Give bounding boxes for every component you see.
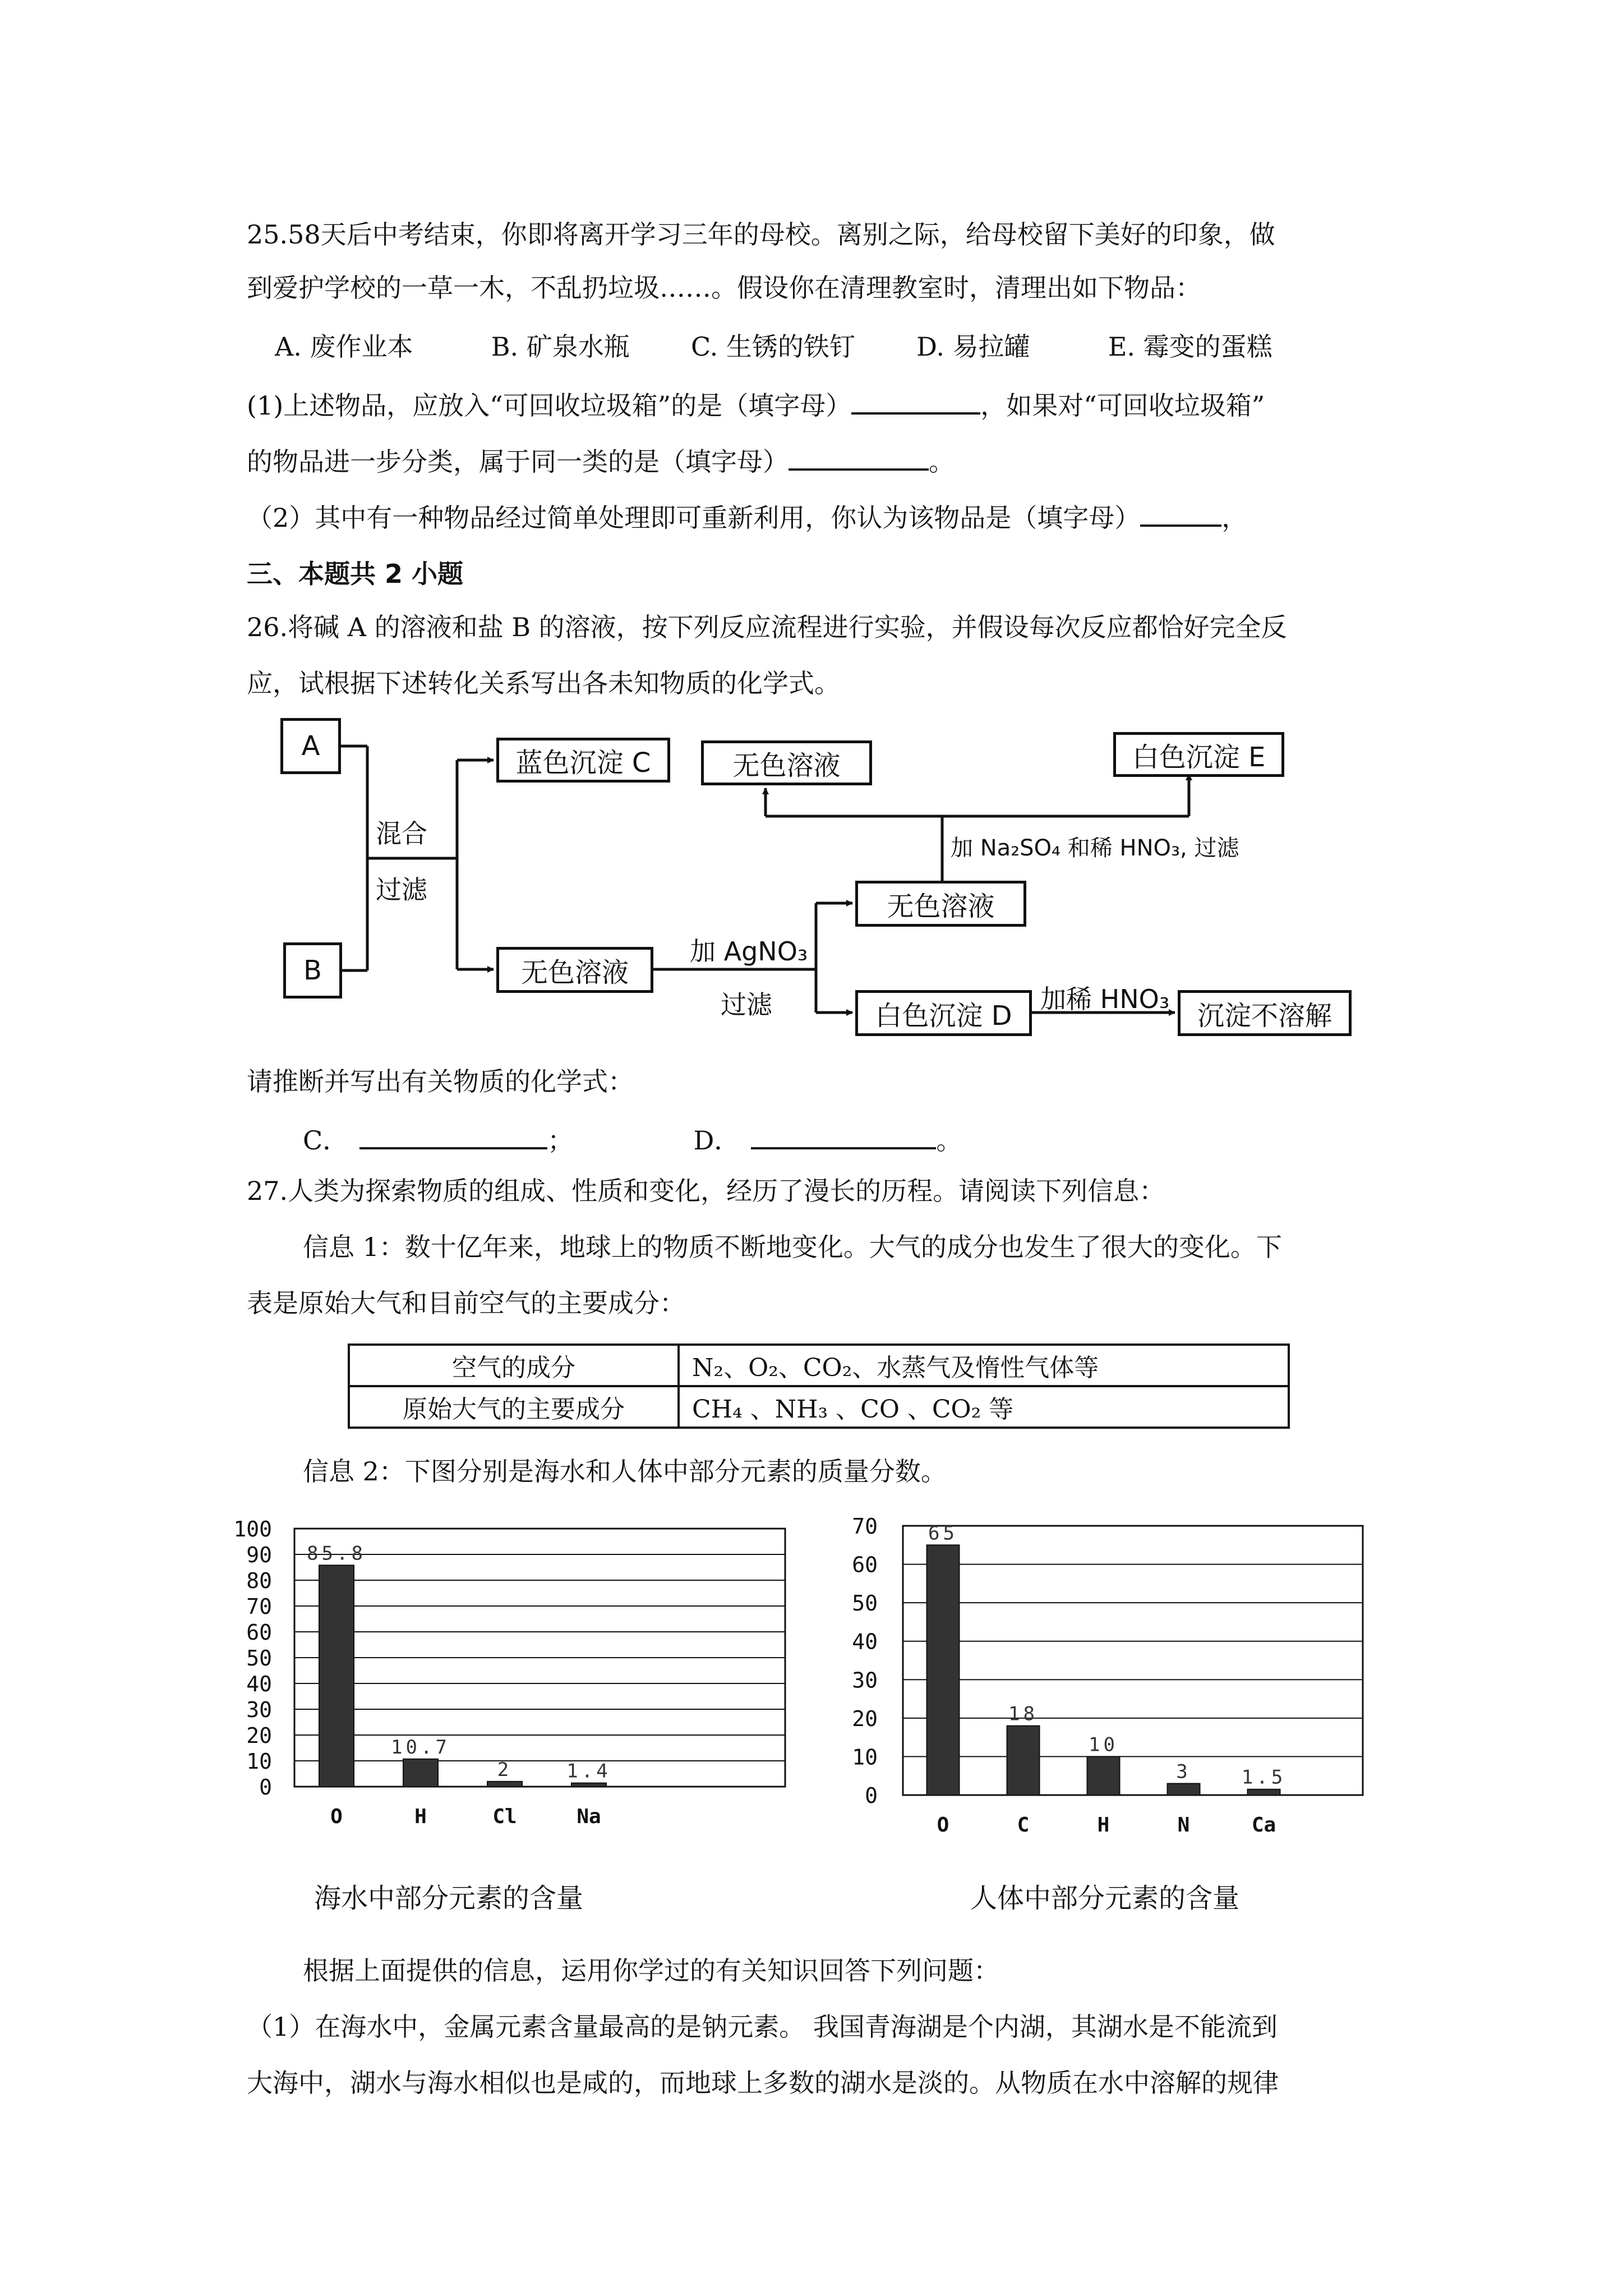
label-add-na2so4: 加 Na₂SO₄ 和稀 HNO₃, 过滤 <box>951 835 1239 861</box>
x-tick-label: O <box>330 1805 343 1828</box>
option-e: E. 霉变的蛋糕 <box>1108 332 1272 362</box>
option-c: C. 生锈的铁钉 <box>691 332 855 362</box>
q27-info1-a: 信息 1：数十亿年来，地球上的物质不断地变化。大气的成分也发生了很大的变化。下 <box>303 1232 1282 1262</box>
table-cell-value: N₂、O₂、CO₂、水蒸气及惰性气体等 <box>679 1345 1289 1386</box>
data-label: 2 <box>497 1758 513 1781</box>
q27-info1-b: 表是原始大气和目前空气的主要成分： <box>247 1288 685 1318</box>
q25-sub2-text: （2）其中有一种物品经过简单处理即可重新利用，你认为该物品是（填字母） <box>247 503 1141 533</box>
bar-h <box>1087 1756 1120 1795</box>
table-row <box>349 1345 1289 1386</box>
q25-line2: 到爱护学校的一草一木，不乱扔垃圾……。假设你在清理教室时，清理出如下物品： <box>247 273 1201 303</box>
bar-o <box>927 1545 960 1795</box>
box-white-precipitate-d: 白色沉淀 D <box>855 990 1032 1036</box>
data-label: 10.7 <box>391 1736 450 1759</box>
q25-sub1-text-b: ，如果对“可回收垃圾箱” <box>980 390 1265 421</box>
box-b: B <box>283 942 342 999</box>
y-tick-label: 40 <box>246 1672 272 1696</box>
q25-sub1-text: (1)上述物品，应放入“可回收垃圾箱”的是（填字母） <box>247 390 852 421</box>
box-blue-precipitate-c: 蓝色沉淀 C <box>496 738 670 783</box>
answer-d-label: D． <box>693 1125 740 1156</box>
bar-o <box>319 1565 354 1787</box>
data-label: 1.5 <box>1241 1766 1287 1789</box>
sea-chart-caption: 海水中部分元素的含量 <box>314 1883 584 1914</box>
bar-c <box>1007 1726 1040 1795</box>
y-tick-label: 40 <box>852 1629 878 1654</box>
box-white-precipitate-e: 白色沉淀 E <box>1113 732 1284 777</box>
y-tick-label: 60 <box>246 1620 272 1645</box>
label-mix: 混合 <box>376 818 427 849</box>
table-cell-label: 空气的成分 <box>349 1345 679 1386</box>
section-title: 三、本题共 2 小题 <box>247 559 464 589</box>
q25-sub1-text-d: 。 <box>929 447 955 477</box>
data-label: 85.8 <box>307 1542 366 1565</box>
q27-sub1-line2: 大海中，湖水与海水相似也是咸的，而地球上多数的湖水是淡的。从物质在水中溶解的规律 <box>247 2068 1279 2098</box>
y-tick-label: 80 <box>246 1568 272 1593</box>
body-chart-caption: 人体中部分元素的含量 <box>970 1883 1240 1914</box>
box-insoluble: 沉淀不溶解 <box>1178 990 1352 1036</box>
q26-line2: 应，试根据下述转化关系写出各未知物质的化学式。 <box>247 668 840 698</box>
box-a: A <box>280 718 341 774</box>
y-tick-label: 100 <box>233 1517 272 1542</box>
bar-na <box>571 1783 606 1787</box>
table-row <box>349 1386 1289 1428</box>
x-tick-label: Ca <box>1251 1814 1276 1837</box>
label-filter-1: 过滤 <box>376 875 427 905</box>
answer-d-end: 。 <box>936 1125 962 1156</box>
air-composition-table <box>348 1343 1290 1429</box>
body-element-chart <box>830 1503 1396 1840</box>
q27-answer-intro: 根据上面提供的信息，运用你学过的有关知识回答下列问题： <box>303 1955 999 1986</box>
answer-d-blank[interactable] <box>751 1125 936 1149</box>
y-tick-label: 50 <box>852 1591 878 1616</box>
box-colorless-solution-1: 无色溶液 <box>496 947 653 993</box>
answer-c-blank[interactable] <box>359 1125 547 1149</box>
x-tick-label: H <box>1097 1814 1110 1837</box>
bar-h <box>403 1759 438 1787</box>
q27-sub1-line1: （1）在海水中，金属元素含量最高的是钠元素。 我国青海湖是个内湖，其湖水是不能流到 <box>247 2012 1278 2042</box>
y-tick-label: 70 <box>852 1514 878 1539</box>
q27-info2: 信息 2：下图分别是海水和人体中部分元素的质量分数。 <box>303 1456 947 1487</box>
bar-ca <box>1248 1789 1280 1795</box>
x-tick-label: H <box>414 1805 427 1828</box>
q25-sub1-text-c: 的物品进一步分类，属于同一类的是（填字母） <box>247 447 789 477</box>
q26-line1: 26.将碱 A 的溶液和盐 B 的溶液，按下列反应流程进行实验，并假设每次反应都恰好完全反 <box>247 612 1287 642</box>
y-tick-label: 0 <box>259 1775 272 1800</box>
option-d: D. 易拉罐 <box>916 332 1030 362</box>
label-filter-2: 过滤 <box>721 990 772 1020</box>
label-add-hno3: 加稀 HNO₃ <box>1040 984 1170 1014</box>
y-tick-label: 50 <box>246 1646 272 1671</box>
answer-c-end: ； <box>547 1125 574 1156</box>
y-tick-label: 10 <box>852 1745 878 1770</box>
x-tick-label: O <box>937 1814 949 1837</box>
box-colorless-solution-3: 无色溶液 <box>701 740 872 785</box>
y-tick-label: 10 <box>246 1749 272 1774</box>
q25-sub2-text-b: ， <box>1221 503 1248 533</box>
y-tick-label: 20 <box>246 1723 272 1748</box>
q26-answers <box>303 1125 962 1156</box>
table-cell-value: CH₄ 、NH₃ 、CO 、CO₂ 等 <box>679 1386 1289 1428</box>
table-cell-label: 原始大气的主要成分 <box>349 1386 679 1428</box>
answer-c-label: C． <box>303 1125 349 1156</box>
data-label: 10 <box>1089 1733 1118 1756</box>
data-label: 3 <box>1176 1760 1191 1783</box>
flow-arrows <box>0 0 1623 1066</box>
q27-line1: 27.人类为探索物质的组成、性质和变化，经历了漫长的历程。请阅读下列信息： <box>247 1176 1165 1206</box>
plot-frame <box>903 1526 1363 1795</box>
x-tick-label: C <box>1017 1814 1030 1837</box>
bar-n <box>1168 1783 1200 1795</box>
q25-line1: 25.58天后中考结束，你即将离开学习三年的母校。离别之际，给母校留下美好的印象，做 <box>247 219 1275 250</box>
q26-infer: 请推断并写出有关物质的化学式： <box>247 1066 634 1097</box>
y-tick-label: 20 <box>852 1706 878 1731</box>
x-tick-label: Cl <box>492 1805 517 1828</box>
y-tick-label: 90 <box>246 1543 272 1567</box>
box-colorless-solution-2: 无色溶液 <box>855 881 1026 927</box>
data-label: 65 <box>928 1522 958 1545</box>
x-tick-label: N <box>1177 1814 1190 1837</box>
bar-cl <box>487 1782 522 1787</box>
x-tick-label: Na <box>577 1805 601 1828</box>
y-tick-label: 60 <box>852 1552 878 1577</box>
y-tick-label: 0 <box>865 1783 878 1808</box>
y-tick-label: 30 <box>852 1668 878 1693</box>
sea-element-chart <box>224 1503 819 1840</box>
y-tick-label: 30 <box>246 1697 272 1722</box>
data-label: 18 <box>1008 1703 1038 1726</box>
option-b: B. 矿泉水瓶 <box>491 332 630 362</box>
option-a: A. 废作业本 <box>275 332 413 362</box>
data-label: 1.4 <box>566 1760 611 1783</box>
y-tick-label: 70 <box>246 1594 272 1619</box>
label-add-agno3: 加 AgNO₃ <box>690 936 808 967</box>
